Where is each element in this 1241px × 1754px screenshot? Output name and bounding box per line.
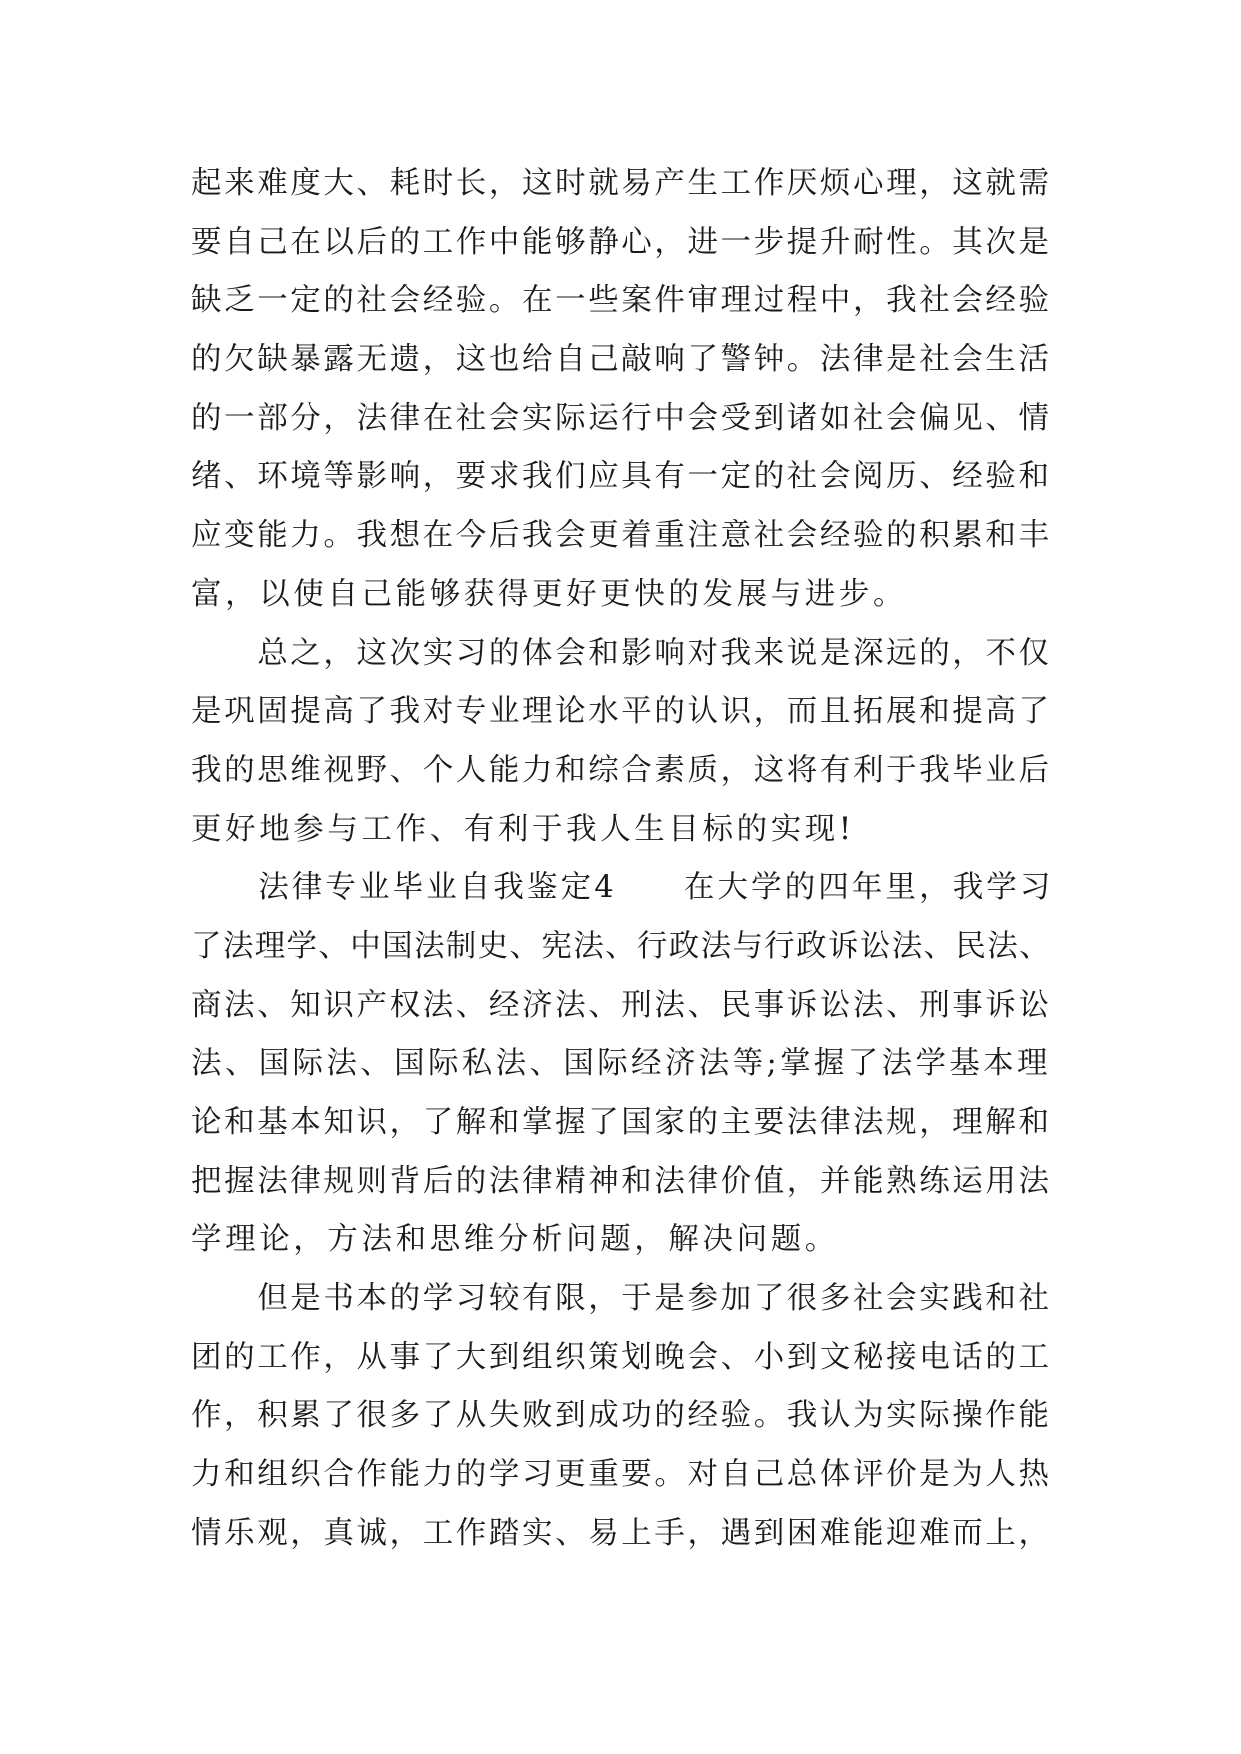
text-line: 法、国际法、国际私法、国际经济法等;掌握了法学基本理: [191, 1046, 1051, 1082]
document-body: [191, 155, 1053, 1564]
text-line: 把握法律规则背后的法律精神和法律价值，并能熟练运用法: [191, 1163, 1052, 1199]
text-line: 作，积累了很多了从失败到成功的经验。我认为实际操作能: [191, 1398, 1052, 1434]
text-line: 力和组织合作能力的学习更重要。对自己总体评价是为人热: [191, 1457, 1052, 1493]
text-line: 团的工作，从事了大到组织策划晚会、小到文秘接电话的工: [191, 1339, 1052, 1375]
text-line: 我的思维视野、个人能力和综合素质，这将有利于我毕业后: [191, 752, 1052, 788]
text-line: 的欠缺暴露无遗，这也给自己敲响了警钟。法律是社会生活: [191, 342, 1052, 378]
text-line: 更好地参与工作、有利于我人生目标的实现!: [191, 811, 855, 847]
text-line: 应变能力。我想在今后我会更着重注意社会经验的积累和丰: [191, 518, 1052, 554]
text-line: 绪、环境等影响，要求我们应具有一定的社会阅历、经验和: [191, 459, 1052, 495]
section-heading-line: 法律专业毕业自我鉴定4 在大学的四年里，我学习: [191, 870, 1054, 906]
text-line: 是巩固提高了我对专业理论水平的认识，而且拓展和提高了: [191, 694, 1052, 730]
text-line: 富，以使自己能够获得更好更快的发展与进步。: [191, 576, 908, 612]
text-line: 情乐观，真诚，工作踏实、易上手，遇到困难能迎难而上，: [191, 1515, 1052, 1551]
text-line: 商法、知识产权法、经济法、刑法、民事诉讼法、刑事诉讼: [191, 987, 1052, 1023]
text-line: 但是书本的学习较有限，于是参加了很多社会实践和社: [191, 1281, 1052, 1317]
text-line: 总之，这次实习的体会和影响对我来说是深远的，不仅: [191, 635, 1052, 671]
text-line: 了法理学、中国法制史、宪法、行政法与行政诉讼法、民法、: [191, 928, 1051, 964]
text-line: 学理论，方法和思维分析问题，解决问题。: [191, 1222, 839, 1258]
text-line: 要自己在以后的工作中能够静心，进一步提升耐性。其次是: [191, 224, 1052, 260]
text-line: 起来难度大、耗时长，这时就易产生工作厌烦心理，这就需: [191, 166, 1052, 201]
text-line: 缺乏一定的社会经验。在一些案件审理过程中，我社会经验: [191, 283, 1052, 319]
text-line: 论和基本知识，了解和掌握了国家的主要法律法规，理解和: [191, 1105, 1052, 1140]
text-line: 的一部分，法律在社会实际运行中会受到诸如社会偏见、情: [191, 400, 1052, 436]
